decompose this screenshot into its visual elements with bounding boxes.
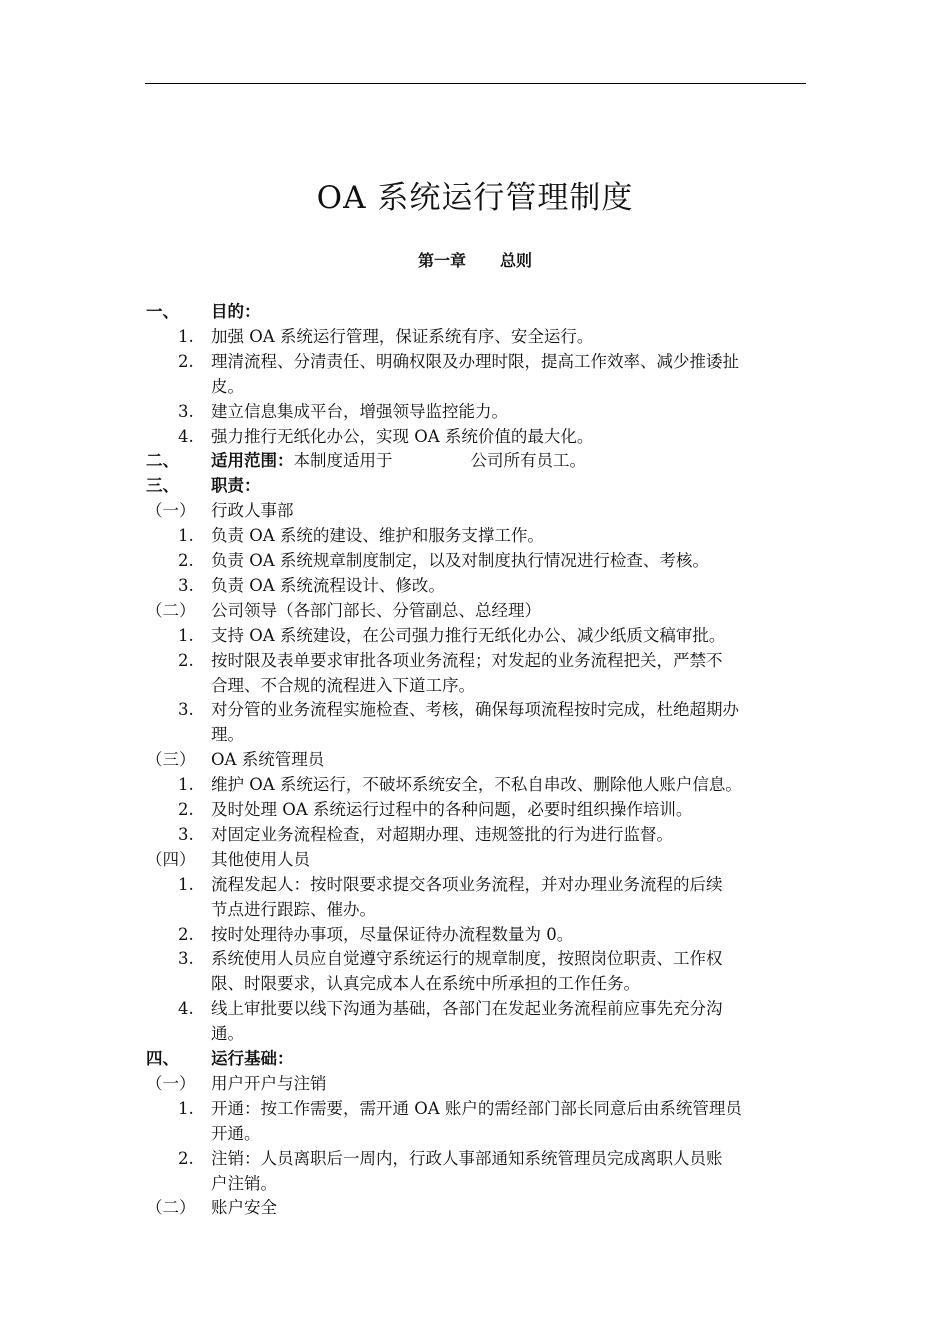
section-title-label: 运行基础： — [211, 1049, 294, 1068]
list-item-number: 1. — [178, 775, 194, 795]
subsection-title: 公司领导（各部门部长、分管副总、总经理） — [211, 600, 541, 620]
header-rule — [145, 83, 806, 84]
subsection-title: 其他使用人员 — [211, 849, 310, 869]
list-item-line — [0, 922, 950, 947]
section-heading — [0, 1046, 950, 1071]
subsection-title: 行政人事部 — [211, 501, 294, 521]
list-item-line — [0, 1171, 950, 1196]
subsection-title: 用户开户与注销 — [211, 1073, 327, 1093]
section-title — [211, 448, 586, 473]
section-number: 四、 — [146, 1049, 179, 1068]
list-item-number: 1. — [178, 526, 194, 546]
list-item-number: 1. — [178, 874, 194, 894]
list-item-number: 3. — [178, 575, 194, 595]
list-item-text: 户注销。 — [211, 1173, 277, 1193]
list-item-text: 节点进行跟踪、催办。 — [211, 899, 376, 919]
list-item-line — [0, 324, 950, 349]
list-item-line — [0, 424, 950, 449]
list-item-text: 按时处理待办事项，尽量保证待办流程数量为 0。 — [211, 924, 574, 944]
list-item-number: 1. — [178, 1098, 194, 1118]
list-item-line — [0, 374, 950, 399]
list-item-text: 理清流程、分清责任、明确权限及办理时限，提高工作效率、减少推诿扯 — [211, 351, 739, 371]
list-item-number: 2. — [178, 1148, 194, 1168]
section-text: 公司所有员工。 — [470, 451, 586, 471]
list-item-number: 4. — [178, 999, 194, 1019]
list-item-line — [0, 772, 950, 797]
list-item-number: 3. — [178, 700, 194, 720]
section-number: 一、 — [146, 302, 179, 321]
list-item-text: 注销：人员离职后一周内，行政人事部通知系统管理员完成离职人员账 — [211, 1148, 723, 1168]
subsection-heading — [0, 1195, 950, 1220]
list-item-line — [0, 623, 950, 648]
list-item-number: 2. — [178, 924, 194, 944]
list-item-text: 维护 OA 系统运行，不破坏系统安全，不私自串改、删除他人账户信息。 — [211, 775, 742, 795]
list-item-text: 开通：按工作需要，需开通 OA 账户的需经部门部长同意后由系统管理员 — [211, 1098, 742, 1118]
section-title — [211, 299, 261, 324]
subsection-number: （一） — [146, 501, 196, 521]
list-item-number: 3. — [178, 949, 194, 969]
list-item-line — [0, 673, 950, 698]
list-item-number: 1. — [178, 625, 194, 645]
list-item-line — [0, 697, 950, 722]
list-item-text: 系统使用人员应自觉遵守系统运行的规章制度，按照岗位职责、工作权 — [211, 949, 723, 969]
list-item-number: 2. — [178, 800, 194, 819]
chapter-heading — [0, 249, 950, 273]
list-item-text: 及时处理 OA 系统运行过程中的各种问题，必要时组织操作培训。 — [211, 800, 693, 819]
list-item-line — [0, 523, 950, 548]
section-heading — [0, 299, 950, 324]
list-item-text: 支持 OA 系统建设，在公司强力推行无纸化办公、减少纸质文稿审批。 — [211, 625, 726, 645]
subsection-heading — [0, 598, 950, 623]
subsection-number: （三） — [146, 750, 196, 770]
list-item-line — [0, 946, 950, 971]
subsection-heading — [0, 498, 950, 523]
list-item-line — [0, 897, 950, 922]
list-item-number: 3. — [178, 401, 194, 421]
list-item-text: 线上审批要以线下沟通为基础，各部门在发起业务流程前应事先充分沟 — [211, 999, 723, 1019]
list-item-number: 4. — [178, 426, 194, 446]
subsection-title: OA 系统管理员 — [211, 750, 325, 770]
list-item-number: 2. — [178, 351, 194, 371]
subsection-number: （二） — [146, 1198, 196, 1218]
list-item-text: 强力推行无纸化办公，实现 OA 系统价值的最大化。 — [211, 426, 594, 446]
section-text: 本制度适用于 — [293, 451, 393, 471]
list-item-number: 2. — [178, 650, 194, 670]
chapter-number: 第一章 — [417, 251, 466, 270]
section-title — [211, 473, 261, 498]
list-item-line — [0, 872, 950, 897]
list-item-text: 建立信息集成平台，增强领导监控能力。 — [211, 401, 508, 421]
section-heading — [0, 473, 950, 498]
list-item-line — [0, 573, 950, 598]
subsection-number: （二） — [146, 600, 196, 620]
list-item-text: 开通。 — [211, 1123, 261, 1143]
section-title-label: 适用范围： — [211, 451, 294, 471]
list-item-text: 流程发起人：按时限要求提交各项业务流程，并对办理业务流程的后续 — [211, 874, 723, 894]
list-item-line — [0, 1121, 950, 1146]
list-item-text: 对固定业务流程检查，对超期办理、违规签批的行为进行监督。 — [211, 824, 673, 844]
list-item-line — [0, 822, 950, 847]
list-item-line — [0, 1146, 950, 1171]
list-item-number: 3. — [178, 824, 194, 844]
chapter-name: 总则 — [500, 251, 533, 270]
list-item-line — [0, 722, 950, 747]
list-item-line — [0, 1021, 950, 1046]
section-number: 三、 — [146, 476, 179, 496]
section-title — [211, 1046, 294, 1071]
subsection-number: （一） — [146, 1073, 196, 1093]
section-heading — [0, 448, 950, 473]
list-item-line — [0, 996, 950, 1021]
list-item-text: 通。 — [211, 1024, 244, 1044]
page-title: OA 系统运行管理制度 — [316, 180, 634, 216]
list-item-text: 对分管的业务流程实施检查、考核，确保每项流程按时完成，杜绝超期办 — [211, 700, 739, 720]
list-item-text: 负责 OA 系统规章制度制定，以及对制度执行情况进行检查、考核。 — [211, 551, 709, 570]
list-item-line — [0, 797, 950, 822]
list-item-text: 限、时限要求，认真完成本人在系统中所承担的工作任务。 — [211, 974, 640, 994]
list-item-number: 1. — [178, 326, 194, 346]
list-item-line — [0, 971, 950, 996]
list-item-text: 加强 OA 系统运行管理，保证系统有序、安全运行。 — [211, 326, 594, 346]
list-item-line — [0, 1096, 950, 1121]
list-item-text: 负责 OA 系统流程设计、修改。 — [211, 575, 445, 595]
list-item-line — [0, 349, 950, 374]
section-number: 二、 — [146, 451, 179, 471]
subsection-heading — [0, 847, 950, 872]
subsection-title: 账户安全 — [211, 1198, 277, 1218]
list-item-text: 按时限及表单要求审批各项业务流程；对发起的业务流程把关，严禁不 — [211, 650, 723, 670]
list-item-line — [0, 399, 950, 424]
list-item-line — [0, 648, 950, 673]
list-item-number: 2. — [178, 551, 194, 570]
subsection-number: （四） — [146, 849, 196, 869]
list-item-text: 负责 OA 系统的建设、维护和服务支撑工作。 — [211, 526, 544, 546]
list-item-line — [0, 548, 950, 573]
section-title-label: 职责： — [211, 476, 261, 496]
subsection-heading — [0, 1071, 950, 1096]
list-item-text: 理。 — [211, 725, 244, 745]
list-item-text: 皮。 — [211, 376, 244, 396]
subsection-heading — [0, 747, 950, 772]
section-title-label: 目的： — [211, 302, 261, 321]
list-item-text: 合理、不合规的流程进入下道工序。 — [211, 675, 475, 695]
